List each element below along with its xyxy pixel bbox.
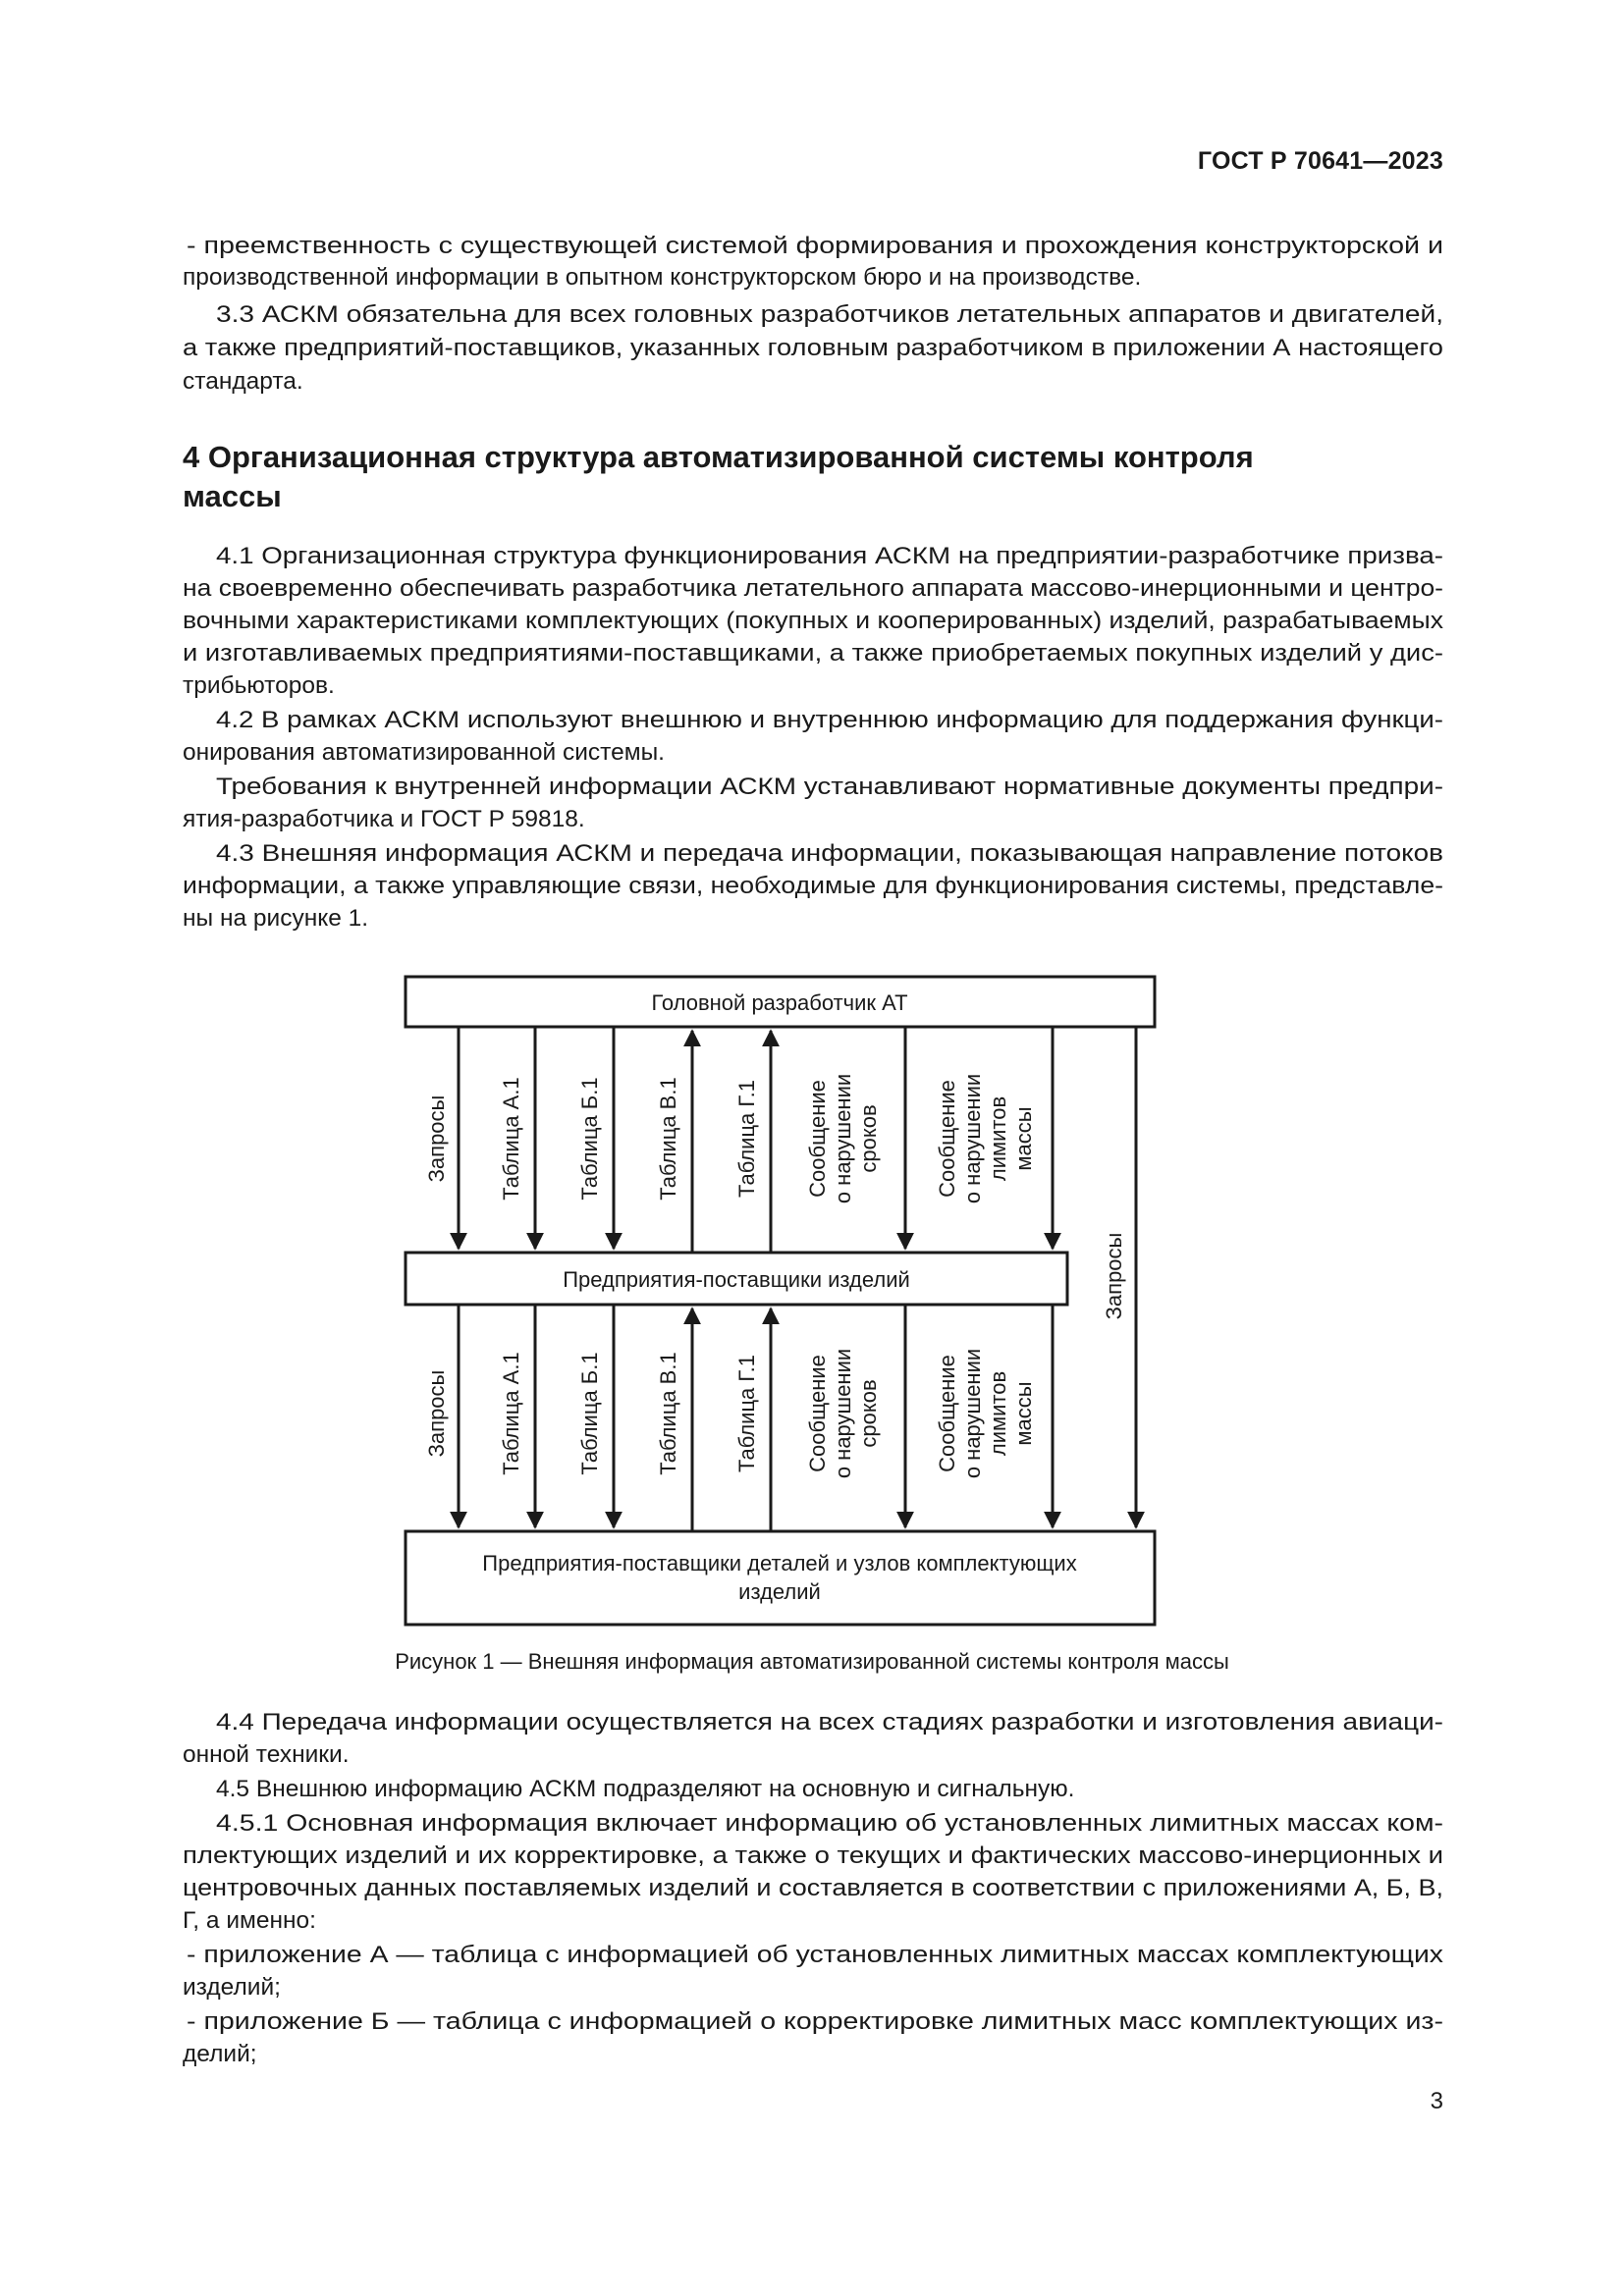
text-line: - приложение Б — таблица с информацией о корректировке лимитных масс комплектующих из- [187,2008,1443,2035]
label-limit-msg: Сообщение [935,1080,959,1198]
text-line: делий; [183,2041,257,2067]
text-line: - приложение А — таблица с информацией об установленных лимитных массах комплектующих [187,1942,1443,1968]
text-line: Требования к внутренней информации АСКМ устанавливают нормативные документы предпри- [216,774,1443,800]
label-table-a1: Таблица А.1 [499,1352,523,1475]
text-line: 4.3 Внешняя информация АСКМ и передача информации, показывающая направление потоков [216,840,1443,867]
label-limit-msg: лимитов [986,1095,1010,1182]
label-limit-msg: массы [1011,1106,1036,1171]
text-line: производственной информации в опытном конструкторском бюро и на производстве. [183,264,1142,291]
label-table-v1: Таблица В.1 [656,1352,680,1475]
label-limit-msg: Сообщение [935,1355,959,1472]
box-head-developer-label: Головной разработчик АТ [651,990,908,1015]
figure-caption: Рисунок 1 — Внешняя информация автоматизированной системы контроля массы [395,1649,1229,1674]
text-line: трибьюторов. [183,672,335,699]
text-line: 4.2 В рамках АСКМ используют внешнюю и внутреннюю информацию для поддержания функци- [216,707,1443,733]
label-deadline-msg: Сообщение [805,1080,830,1198]
text-line: - преемственность с существующей системой формирования и прохождения конструкторской и [187,233,1443,259]
text-line: ятия-разработчика и ГОСТ Р 59818. [183,806,585,832]
label-limit-msg: массы [1011,1381,1036,1446]
label-table-v1: Таблица В.1 [656,1077,680,1201]
text-line: 4.5.1 Основная информация включает информацию об установленных лимитных массах ком- [216,1810,1443,1837]
text-line: информации, а также управляющие связи, необходимые для функционирования системы, представле- [183,873,1443,899]
box-suppliers-label: Предприятия-поставщики изделий [563,1267,910,1292]
label-requests: Запросы [424,1369,449,1458]
label-table-b1: Таблица Б.1 [577,1077,602,1201]
text-line: Г, а именно: [183,1907,316,1934]
text-line: а также предприятий-поставщиков, указанных головным разработчиком в приложении А настоящего [183,335,1443,361]
label-table-a1: Таблица А.1 [499,1077,523,1201]
document-code: ГОСТ Р 70641—2023 [1197,147,1443,175]
label-deadline-msg: сроков [856,1379,881,1448]
text-line: стандарта. [183,368,303,395]
label-requests-side: Запросы [1102,1232,1126,1320]
box-subsuppliers-label: изделий [738,1579,821,1604]
label-deadline-msg: о нарушении [831,1348,855,1479]
page-number: 3 [1430,2088,1443,2114]
label-limit-msg: о нарушении [960,1348,985,1479]
text-line: онной техники. [183,1741,350,1768]
label-limit-msg: лимитов [986,1370,1010,1457]
text-line: на своевременно обеспечивать разработчика летательного аппарата массово-инерционными и центро- [183,575,1443,602]
section-heading: 4 Организационная структура автоматизированной системы контроля [183,440,1254,474]
text-line: 4.4 Передача информации осуществляется на всех стадиях разработки и изготовления авиаци- [216,1709,1443,1735]
text-line: центровочных данных поставляемых изделий и составляется в соответствии с приложениями А, Б, В, [183,1875,1443,1901]
text-line: и изготавливаемых предприятиями-поставщиками, а также приобретаемых покупных изделий у дис- [183,640,1444,667]
box-subsuppliers [406,1531,1155,1625]
text-line: вочными характеристиками комплектующих (покупных и кооперированных) изделий, разрабатываемых [183,608,1443,634]
label-deadline-msg: Сообщение [805,1355,830,1472]
label-deadline-msg: сроков [856,1104,881,1173]
box-subsuppliers-label: Предприятия-поставщики деталей и узлов комплектующих [482,1551,1077,1575]
text-line: ны на рисунке 1. [183,905,369,932]
label-requests: Запросы [424,1095,449,1183]
label-table-g1: Таблица Г.1 [734,1080,759,1198]
text-line: 4.1 Организационная структура функционирования АСКМ на предприятии-разработчике призва- [216,543,1443,569]
text-line: плектующих изделий и их корректировке, а также о текущих и фактических массово-инерционных и [183,1842,1443,1869]
text-line: изделий; [183,1974,281,2001]
text-line: 4.5 Внешнюю информацию АСКМ подразделяют на основную и сигнальную. [216,1776,1075,1802]
text-line: онирования автоматизированной системы. [183,739,665,766]
text-line: 3.3 АСКМ обязательна для всех головных разработчиков летательных аппаратов и двигателей, [216,301,1443,328]
label-limit-msg: о нарушении [960,1073,985,1204]
section-heading: массы [183,479,282,513]
label-table-b1: Таблица Б.1 [577,1352,602,1475]
label-table-g1: Таблица Г.1 [734,1355,759,1472]
label-deadline-msg: о нарушении [831,1073,855,1204]
